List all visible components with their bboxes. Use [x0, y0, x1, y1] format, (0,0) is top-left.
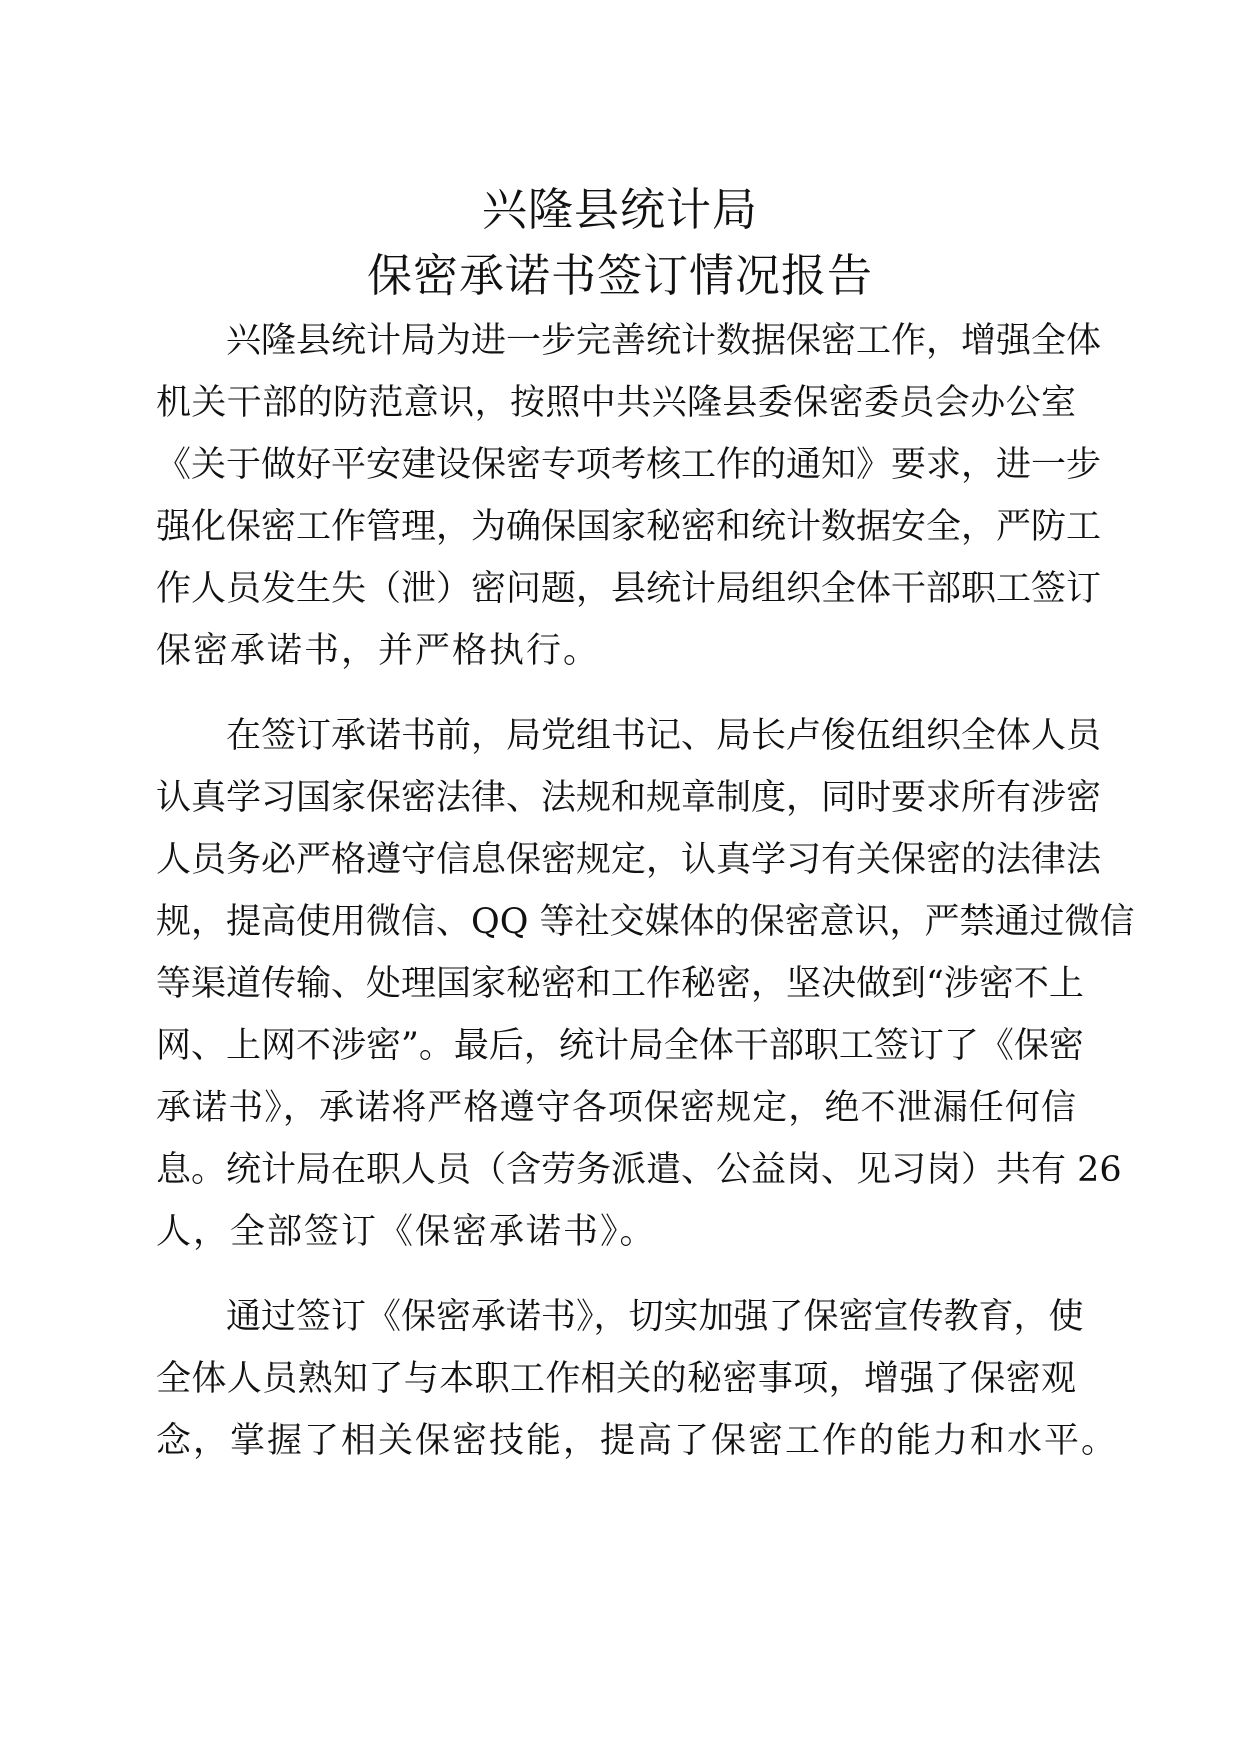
paragraph-line: 息。统计局在职人员（含劳务派遣、公益岗、见习岗）共有 26 [156, 1150, 1122, 1190]
paragraph-line: 全体人员熟知了与本职工作相关的秘密事项，增强了保密观 [156, 1359, 1076, 1399]
paragraph-line: 承诺书》，承诺将严格遵守各项保密规定，绝不泄漏任何信 [156, 1088, 1076, 1128]
paragraph-line: 人，全部签订《保密承诺书》。 [156, 1212, 657, 1252]
paragraph-line: 念，掌握了相关保密技能，提高了保密工作的能力和水平。 [156, 1421, 1119, 1461]
paragraph-line: 强化保密工作管理，为确保国家秘密和统计数据安全，严防工 [156, 507, 1102, 547]
paragraph-line: 规，提高使用微信、QQ 等社交媒体的保密意识，严禁通过微信 [156, 902, 1135, 942]
paragraph-line: 在签订承诺书前，局党组书记、局长卢俊伍组织全体人员 [226, 716, 1102, 756]
paragraph-line: 兴隆县统计局为进一步完善统计数据保密工作，增强全体 [226, 321, 1102, 361]
paragraph-line: 认真学习国家保密法律、法规和规章制度，同时要求所有涉密 [156, 778, 1102, 818]
paragraph-line: 机关干部的防范意识，按照中共兴隆县委保密委员会办公室 [156, 383, 1076, 423]
paragraph-line: 等渠道传输、处理国家秘密和工作秘密，坚决做到“涉密不上 [156, 964, 1084, 1004]
document-title-line-1: 兴隆县统计局 [481, 183, 758, 236]
paragraph-line: 保密承诺书，并严格执行。 [156, 631, 601, 671]
paragraph-line: 人员务必严格遵守信息保密规定，认真学习有关保密的法律法 [156, 840, 1102, 880]
document-title-line-2: 保密承诺书签订情况报告 [366, 249, 873, 302]
paragraph-line: 《关于做好平安建设保密专项考核工作的通知》要求，进一步 [156, 445, 1102, 485]
paragraph-line: 作人员发生失（泄）密问题，县统计局组织全体干部职工签订 [156, 569, 1102, 609]
paragraph-line: 网、上网不涉密”。最后，统计局全体干部职工签订了《保密 [156, 1026, 1084, 1066]
paragraph-line: 通过签订《保密承诺书》，切实加强了保密宣传教育，使 [226, 1297, 1084, 1337]
